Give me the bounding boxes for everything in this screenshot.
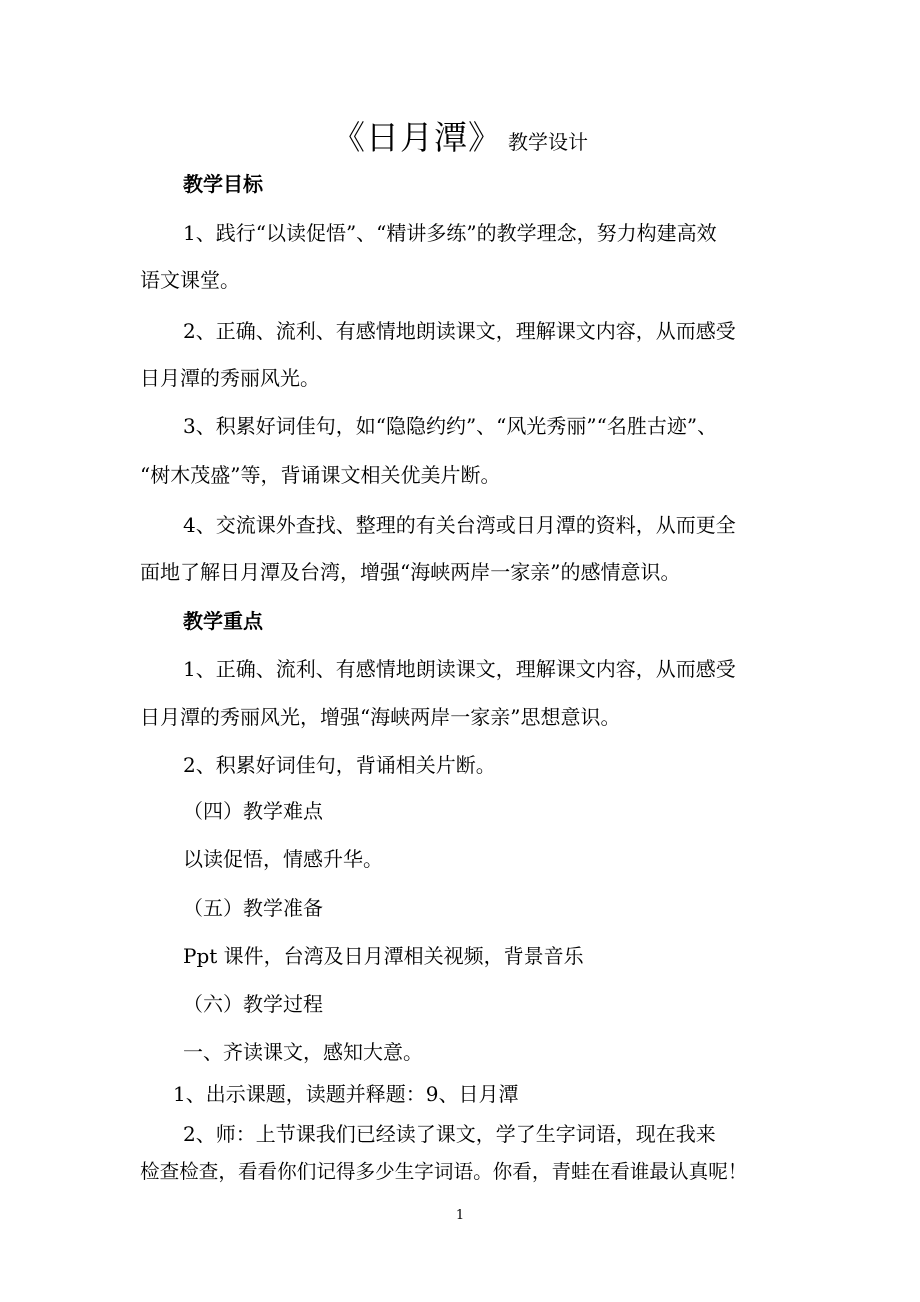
process-step-1: 一、齐读课文，感知大意。 xyxy=(183,1040,423,1064)
page-number: 1 xyxy=(455,1208,465,1223)
objective-2-line-1: 2、正确、流利、有感情地朗读课文，理解课文内容，从而感受 xyxy=(183,319,736,343)
difficulty-heading: （四）教学难点 xyxy=(183,799,323,823)
process-heading: （六）教学过程 xyxy=(183,992,323,1016)
keypoint-1-line-1: 1、正确、流利、有感情地朗读课文，理解课文内容，从而感受 xyxy=(183,657,736,681)
process-step-1-item-1: 1、出示课题，读题并释题：9、日月潭 xyxy=(173,1082,519,1106)
title-subtitle: 教学设计 xyxy=(508,130,588,154)
objective-4-line-1: 4、交流课外查找、整理的有关台湾或日月潭的资料，从而更全 xyxy=(183,513,736,537)
prep-heading: （五）教学准备 xyxy=(183,896,323,920)
process-step-1-item-2-line-1: 2、师：上节课我们已经读了课文，学了生字词语，现在我来 xyxy=(183,1122,716,1146)
objectives-heading: 教学目标 xyxy=(183,172,263,196)
objective-3-line-1: 3、积累好词佳句，如“隐隐约约”、“风光秀丽”“名胜古迹”、 xyxy=(183,414,718,438)
keypoint-1-line-2: 日月潭的秀丽风光，增强“海峡两岸一家亲”思想意识。 xyxy=(140,705,621,729)
objective-4-line-2: 面地了解日月潭及台湾，增强“海峡两岸一家亲”的感情意识。 xyxy=(140,560,681,584)
document-title xyxy=(0,112,920,159)
objective-3-line-2: “树木茂盛”等，背诵课文相关优美片断。 xyxy=(140,463,501,487)
keypoint-2: 2、积累好词佳句，背诵相关片断。 xyxy=(183,753,496,777)
title-main: 《日月潭》 xyxy=(332,118,502,157)
keypoints-heading: 教学重点 xyxy=(183,609,263,633)
process-step-1-item-2-line-2: 检查检查，看看你们记得多少生字词语。你看，青蛙在看谁最认真呢！ xyxy=(140,1160,748,1183)
objective-1-line-2: 语文课堂。 xyxy=(140,268,240,292)
difficulty-text: 以读促悟，情感升华。 xyxy=(183,847,383,871)
prep-text: Ppt 课件，台湾及日月潭相关视频，背景音乐 xyxy=(183,944,584,968)
objective-1-line-1: 1、践行“以读促悟”、“精讲多练”的教学理念，努力构建高效 xyxy=(183,221,717,245)
objective-2-line-2: 日月潭的秀丽风光。 xyxy=(140,366,320,390)
